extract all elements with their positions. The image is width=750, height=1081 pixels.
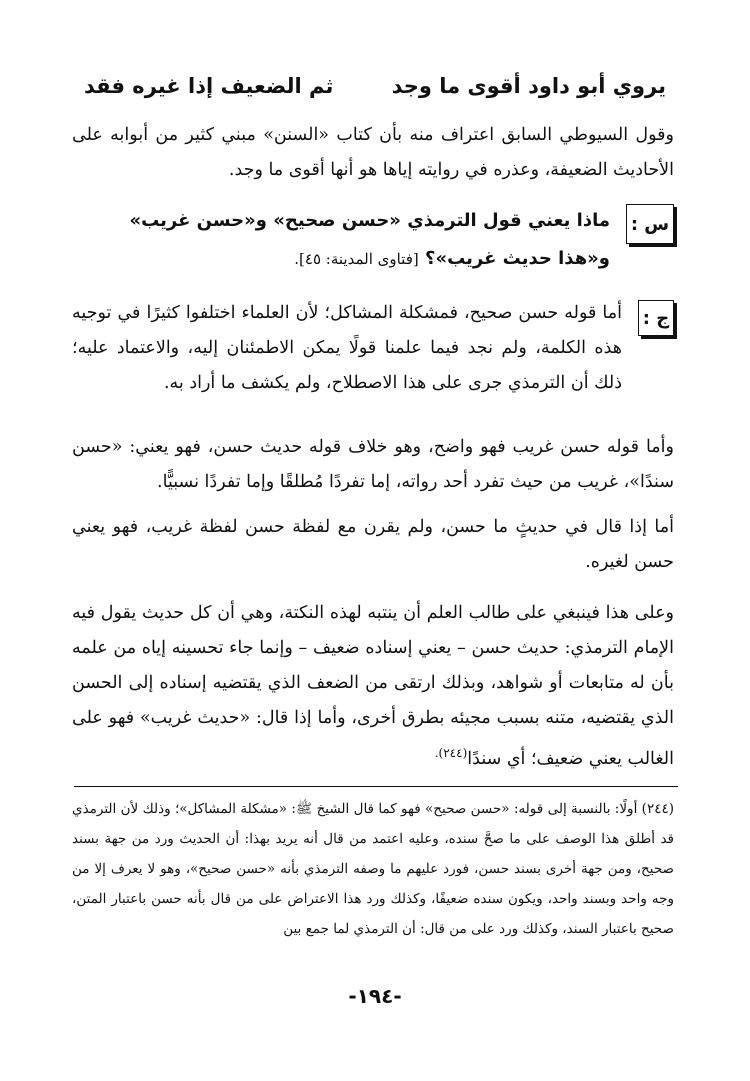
running-head-right: يروي أبو داود أقوى ما وجد bbox=[391, 74, 666, 98]
question-reference: [فتاوى المدينة: ٤٥]. bbox=[294, 250, 419, 268]
paragraph-hasan-gharib: وأما قوله حسن غريب فهو واضح، وهو خلاف قوله حديث حسن، فهو يعني: «حسن سندًا»، غريب من حيث تفرد أحد رواته، إما تفردًا مُطلقًا وإما تفردًا نسبيًّا. bbox=[72, 437, 674, 492]
answer-label: ج : bbox=[638, 300, 674, 336]
question-body: ماذا يعني قول الترمذي «حسن صحيح» و«حسن غريب» و«هذا حديث غريب»؟ bbox=[129, 210, 610, 269]
footnote-marker[interactable]: (٢٤٤). bbox=[434, 746, 468, 760]
running-head bbox=[84, 68, 666, 104]
running-head-left: ثم الضعيف إذا غيره فقد bbox=[84, 74, 334, 98]
question-text bbox=[72, 202, 610, 278]
paragraph-conclusion bbox=[72, 596, 674, 777]
paragraph-conclusion-text: وعلى هذا فينبغي على طالب العلم أن ينتبه لهذه النكتة، وهي أن كل حديث يقول فيه الإمام الترمذي: حديث حسن – يعني إسناده ضعيف – وإنما جاء تحسينه إياه من علمه بأن له متابعات أو شواهد، وبذلك ارتقى من الضعف الذي يقتضيه إسناده إلى الحسن الذي يقتضيه، متنه بسبب مجيئه بطرق أخرى، وأما إذا قال: «حديث غريب» فهو على الغالب يعني ضعيف؛ أي سندًا bbox=[72, 603, 674, 769]
question-label: س : bbox=[626, 204, 674, 244]
footnote-244: (٢٤٤) أولًا: بالنسبة إلى قوله: «حسن صحيح» فهو كما قال الشيخ ﷺ: «مشكلة المشاكل»؛ وذلك لأن الترمذي قد أطلق هذا الوصف على ما صحَّ سنده، وعليه اعتمد من قال أنه يريد بهذا: أن الحديث ورد من جهة بسند صحيح، ومن جهة أخرى بسند حسن، فورد عليهم ما وصفه الترمذي بأنه «حسن صحيح»، وهو لا يعرف إلا من وجه واحد وبسند واحد، ويكون سنده ضعيفًا، وكذلك ورد هذا الاعتراض على من قال بأنه حسن باعتبار المتن، صحيح باعتبار السند، وكذلك ورد على من قال: أن الترمذي لما جمع بين bbox=[72, 801, 674, 937]
question-block bbox=[72, 202, 674, 278]
paragraph-intro: وقول السيوطي السابق اعتراف منه بأن كتاب «السنن» مبني كثير من أبوابه على الأحاديث الضعيفة، وعذره في روايته إياها هو أنها أقوى ما وجد. bbox=[72, 125, 674, 180]
page-number: -١٩٤- bbox=[348, 984, 402, 1008]
answer-text: أما قوله حسن صحيح، فمشكلة المشاكل؛ لأن العلماء اختلفوا كثيرًا في توجيه هذه الكلمة، ولم نجد فيما علمنا قولًا يمكن الاطمئنان إليه، والاعتماد عليه؛ ذلك أن الترمذي جرى على هذا الاصطلاح، ولم يكشف ما أراد به. bbox=[72, 303, 622, 393]
answer-block bbox=[72, 296, 674, 401]
paragraph-hasan-lighairih: أما إذا قال في حديثٍ ما حسن، ولم يقرن مع لفظة حسن لفظة غريب، فهو يعني حسن لغيره. bbox=[72, 517, 674, 572]
footnote-divider bbox=[74, 786, 678, 787]
